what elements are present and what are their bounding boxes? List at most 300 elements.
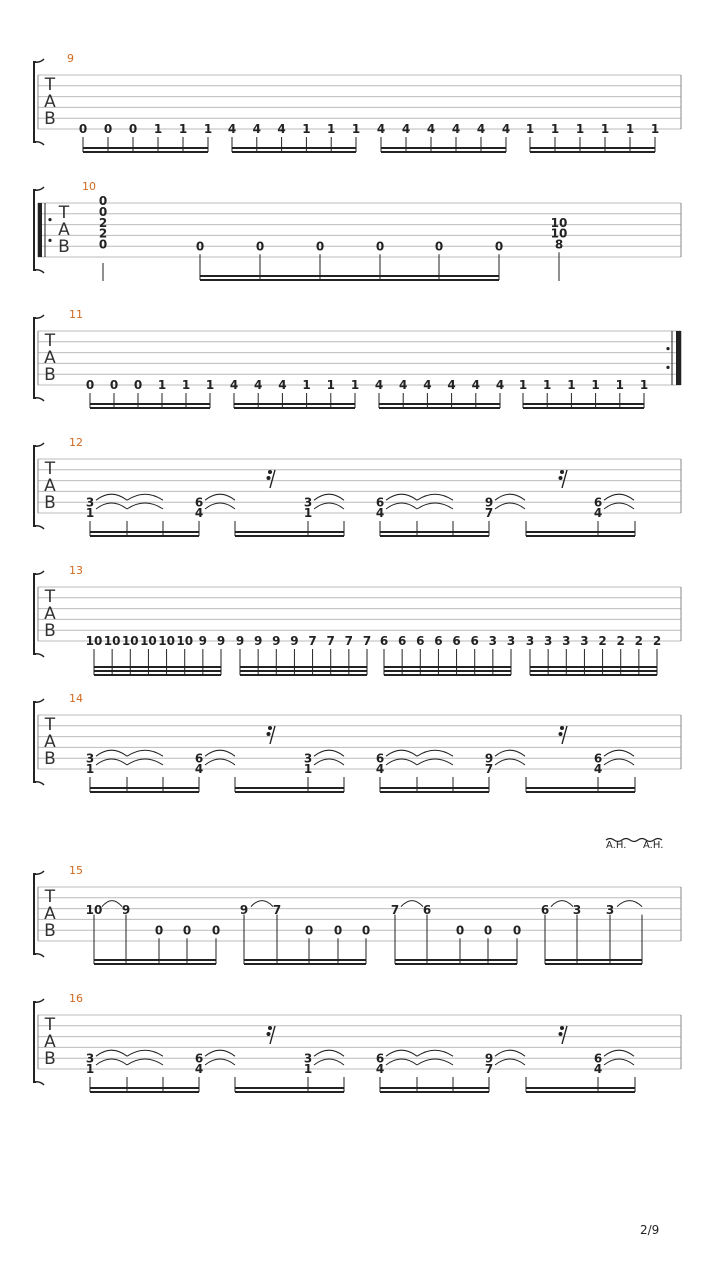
page-number <box>640 1220 680 1240</box>
repeat-dot <box>48 218 51 221</box>
system-bracket <box>34 702 36 782</box>
beam <box>90 1091 199 1093</box>
tie-arc <box>417 1050 453 1056</box>
tie-arc <box>386 1059 417 1065</box>
beam <box>526 535 635 537</box>
fret-number: 4 <box>501 122 511 137</box>
beam <box>380 1091 489 1093</box>
system-measure-13 <box>34 564 681 676</box>
harmonic-annotation <box>606 839 663 852</box>
beam <box>240 670 367 672</box>
measure-number: 13 <box>69 564 83 577</box>
fret-number: 4 <box>229 378 239 393</box>
tie-arc <box>386 750 417 756</box>
dyad-lower: 7 <box>484 506 494 521</box>
tab-clef-t: T <box>58 203 70 223</box>
rest-flag <box>267 1032 271 1036</box>
system-measure-12 <box>34 436 681 537</box>
fret-number: 0 <box>375 239 385 254</box>
measure-number: 14 <box>69 692 83 705</box>
tie-arc <box>127 503 163 509</box>
beam <box>395 963 517 965</box>
beam <box>234 403 355 405</box>
fret-number: 6 <box>422 902 432 917</box>
fret-number: 3 <box>525 634 535 649</box>
fret-number: 1 <box>327 122 336 137</box>
tie-arc <box>205 750 235 756</box>
fret-number: 1 <box>302 378 311 393</box>
bracket-bottom-hook <box>34 526 44 529</box>
fret-number: 4 <box>476 122 486 137</box>
dyad-lower: 4 <box>375 506 385 521</box>
fret-number: 7 <box>308 634 317 649</box>
beam <box>244 963 366 965</box>
tie-arc <box>96 503 127 509</box>
fret-number: 9 <box>272 634 281 649</box>
dyad-lower: 4 <box>375 1062 385 1077</box>
tie-arc <box>96 1059 127 1065</box>
beam <box>530 151 655 153</box>
fret-number: 9 <box>235 634 245 649</box>
fret-number: 1 <box>203 122 213 137</box>
beam <box>530 666 657 668</box>
tab-clef-t: T <box>44 887 56 907</box>
fret-number: 10 <box>85 634 103 649</box>
tab-clef-a: A <box>44 732 56 752</box>
beam <box>384 670 511 672</box>
system-measure-15 <box>34 839 681 966</box>
fret-number: 0 <box>128 122 138 137</box>
bracket-top-hook <box>34 999 44 1002</box>
tie-arc <box>314 1050 344 1056</box>
fret-number: 0 <box>154 923 164 938</box>
beam <box>200 275 499 277</box>
beam <box>90 531 199 533</box>
fret-number: 0 <box>78 122 88 137</box>
fret-number: 1 <box>591 378 600 393</box>
dyad-upper: 6 <box>375 1051 385 1066</box>
fret-number: 0 <box>304 923 314 938</box>
fret-number: 3 <box>572 902 582 917</box>
fret-number: 4 <box>374 378 384 393</box>
rest-flag <box>268 726 272 730</box>
beam <box>523 407 644 409</box>
dyad-upper: 6 <box>375 751 385 766</box>
fret-number: 10 <box>158 634 175 649</box>
tie-arc <box>205 503 235 509</box>
dyad-lower: 7 <box>484 1062 494 1077</box>
chord-fret: 8 <box>554 237 564 252</box>
chord-fret: 10 <box>550 215 568 230</box>
repeat-start-thick-bar <box>38 203 42 257</box>
fret-number: 3 <box>488 634 498 649</box>
beam <box>83 147 208 149</box>
beam <box>94 674 221 676</box>
dyad-upper: 3 <box>303 495 313 510</box>
fret-number: 4 <box>278 378 287 393</box>
fret-number: 7 <box>326 634 335 649</box>
fret-number: 0 <box>455 923 465 938</box>
dyad-lower: 1 <box>303 762 313 777</box>
tie-arc <box>127 1059 163 1065</box>
dyad-lower: 1 <box>303 506 313 521</box>
tie-arc <box>205 1050 235 1056</box>
fret-number: 1 <box>326 378 335 393</box>
fret-number: 1 <box>543 378 552 393</box>
dyad-upper: 6 <box>194 751 204 766</box>
beam <box>381 147 506 149</box>
fret-number: 0 <box>103 122 113 137</box>
fret-number: 1 <box>615 378 624 393</box>
bracket-bottom-hook <box>34 270 44 273</box>
beam <box>90 787 199 789</box>
fret-number: 3 <box>562 634 571 649</box>
tab-clef-t: T <box>44 715 56 735</box>
fret-number: 4 <box>426 122 436 137</box>
tie-arc <box>127 759 163 765</box>
tab-clef-a: A <box>44 1032 56 1052</box>
chord-fret: 2 <box>98 215 108 230</box>
fret-number: 10 <box>85 902 103 917</box>
system-measure-10 <box>34 180 681 281</box>
beam <box>232 151 356 153</box>
fret-number: 10 <box>176 634 194 649</box>
sixteenth-rest <box>267 726 276 744</box>
dyad-upper: 9 <box>484 1051 494 1066</box>
tie-arc <box>205 759 235 765</box>
fret-number: 1 <box>550 122 560 137</box>
fret-number: 1 <box>157 378 167 393</box>
fret-number: 7 <box>390 902 400 917</box>
tie-arc <box>417 750 453 756</box>
bracket-bottom-hook <box>34 782 44 785</box>
fret-number: 2 <box>652 634 662 649</box>
dyad-upper: 3 <box>303 1051 313 1066</box>
fret-number: 1 <box>600 122 610 137</box>
beam <box>526 1087 635 1089</box>
fret-number: 1 <box>302 122 311 137</box>
tie-arc <box>205 1059 235 1065</box>
measure-number: 16 <box>69 992 83 1005</box>
tab-clef-t: T <box>44 75 56 95</box>
tie-arc <box>604 494 634 500</box>
fret-number: 9 <box>253 634 263 649</box>
tab-clef-b: B <box>44 493 56 513</box>
sixteenth-rest <box>559 470 568 488</box>
fret-number: 0 <box>361 923 371 938</box>
beam <box>90 403 210 405</box>
tie-arc <box>314 759 344 765</box>
fret-number: 6 <box>397 634 407 649</box>
beam <box>380 791 489 793</box>
fret-number: 6 <box>379 634 389 649</box>
dyad-upper: 3 <box>85 751 95 766</box>
dyad-lower: 4 <box>593 762 603 777</box>
dyad-lower: 4 <box>375 762 385 777</box>
tab-clef-a: A <box>44 604 56 624</box>
tab-clef-b: B <box>58 237 70 257</box>
beam <box>380 531 489 533</box>
dyad-upper: 6 <box>194 1051 204 1066</box>
beam <box>235 1091 344 1093</box>
rest-flag <box>559 476 563 480</box>
bracket-top-hook <box>34 59 44 62</box>
sixteenth-rest <box>559 726 568 744</box>
beam <box>240 666 367 668</box>
fret-number: 1 <box>625 122 635 137</box>
fret-number: 7 <box>272 902 282 917</box>
fret-number: 1 <box>205 378 215 393</box>
beam <box>530 670 657 672</box>
system-measure-16 <box>34 992 681 1093</box>
beam <box>523 403 644 405</box>
rest-flag <box>560 726 564 730</box>
fret-number: 9 <box>239 902 249 917</box>
fret-number: 0 <box>483 923 493 938</box>
fret-number: 3 <box>605 902 615 917</box>
beam <box>232 147 356 149</box>
tie-arc <box>495 750 525 756</box>
dyad-lower: 1 <box>303 1062 313 1077</box>
tie-arc <box>314 750 344 756</box>
beam <box>526 791 635 793</box>
tie-arc <box>96 759 127 765</box>
slur-arc <box>551 901 573 907</box>
fret-number: 2 <box>616 634 625 649</box>
fret-number: 0 <box>211 923 221 938</box>
tab-clef-a: A <box>44 904 56 924</box>
tie-arc <box>127 494 163 500</box>
fret-number: 2 <box>598 634 607 649</box>
fret-number: 0 <box>255 239 265 254</box>
tab-clef-a: A <box>58 220 70 240</box>
tab-clef-b: B <box>44 109 56 129</box>
repeat-dot <box>666 366 669 369</box>
beam <box>94 963 216 965</box>
fret-number: 1 <box>351 122 361 137</box>
fret-number: 0 <box>133 378 143 393</box>
tie-arc <box>386 1050 417 1056</box>
bracket-top-hook <box>34 699 44 702</box>
tab-clef-a: A <box>44 348 56 368</box>
measure-number: 12 <box>69 436 83 449</box>
tab-clef-a: A <box>44 476 56 496</box>
beam <box>200 279 499 281</box>
tie-arc <box>495 503 525 509</box>
beam <box>384 674 511 676</box>
beam <box>235 1087 344 1089</box>
tab-clef-t: T <box>44 587 56 607</box>
fret-number: 6 <box>434 634 443 649</box>
system-measure-11 <box>34 308 681 409</box>
chord-fret: 0 <box>98 205 108 219</box>
beam <box>381 151 506 153</box>
bracket-bottom-hook <box>34 954 44 957</box>
dyad-lower: 4 <box>593 1062 603 1077</box>
bracket-bottom-hook <box>34 654 44 657</box>
fret-number: 4 <box>401 122 411 137</box>
beam <box>90 791 199 793</box>
beam <box>530 147 655 149</box>
fret-number: 1 <box>153 122 163 137</box>
fret-number: 1 <box>518 378 528 393</box>
chord-fret: 0 <box>98 194 108 209</box>
fret-number: 3 <box>506 634 516 649</box>
dyad-upper: 6 <box>593 1051 603 1066</box>
beam <box>530 674 657 676</box>
system-bracket <box>34 190 36 270</box>
slur-arc <box>617 901 642 907</box>
rest-flag <box>559 1032 563 1036</box>
dyad-upper: 6 <box>194 495 204 510</box>
fret-number: 4 <box>451 122 461 137</box>
measure-number: 11 <box>69 308 83 321</box>
tie-arc <box>417 494 453 500</box>
bracket-top-hook <box>34 187 44 190</box>
tie-arc <box>386 494 417 500</box>
bracket-top-hook <box>34 871 44 874</box>
system-bracket <box>34 574 36 654</box>
fret-number: 4 <box>376 122 386 137</box>
fret-number: 10 <box>140 634 157 649</box>
tie-arc <box>127 1050 163 1056</box>
dyad-upper: 6 <box>593 495 603 510</box>
fret-number: 6 <box>452 634 461 649</box>
harmonic-label-2: A.H. <box>643 840 664 851</box>
beam <box>384 666 511 668</box>
tie-arc <box>96 1050 127 1056</box>
tie-arc <box>495 1050 525 1056</box>
sixteenth-rest <box>267 1026 276 1044</box>
fret-number: 9 <box>198 634 208 649</box>
beam <box>526 1091 635 1093</box>
fret-number: 10 <box>103 634 121 649</box>
dyad-upper: 9 <box>484 495 494 510</box>
tie-arc <box>417 759 453 765</box>
tie-arc <box>495 1059 525 1065</box>
tie-arc <box>386 503 417 509</box>
fret-number: 6 <box>540 902 550 917</box>
fret-number: 0 <box>195 239 205 254</box>
system-bracket <box>34 874 36 954</box>
dyad-upper: 3 <box>303 751 313 766</box>
dyad-lower: 4 <box>194 506 204 521</box>
tie-arc <box>96 750 127 756</box>
tie-arc <box>604 1059 634 1065</box>
sixteenth-rest <box>559 1026 568 1044</box>
beam <box>545 959 642 961</box>
beam <box>90 1087 199 1089</box>
fret-number: 0 <box>182 923 192 938</box>
beam <box>235 787 344 789</box>
system-measure-14 <box>34 692 681 793</box>
bracket-top-hook <box>34 315 44 318</box>
dyad-lower: 4 <box>593 506 603 521</box>
tab-clef-a: A <box>44 92 56 112</box>
fret-number: 4 <box>277 122 286 137</box>
measure-number: 10 <box>82 180 96 193</box>
beam <box>83 151 208 153</box>
tie-arc <box>495 759 525 765</box>
fret-number: 1 <box>567 378 576 393</box>
system-bracket <box>34 318 36 398</box>
sixteenth-rest <box>267 470 276 488</box>
fret-number: 4 <box>495 378 505 393</box>
dyad-upper: 6 <box>593 751 603 766</box>
fret-number: 1 <box>639 378 649 393</box>
fret-number: 1 <box>178 122 188 137</box>
tie-arc <box>314 494 344 500</box>
beam <box>240 674 367 676</box>
measure-number: 9 <box>67 52 74 65</box>
tie-arc <box>127 750 163 756</box>
harmonic-label-1: A.H. <box>606 840 627 851</box>
fret-number: 7 <box>344 634 354 649</box>
beam <box>379 403 500 405</box>
beam <box>235 531 344 533</box>
tie-arc <box>604 759 634 765</box>
rest-flag <box>268 1026 272 1030</box>
tie-arc <box>314 1059 344 1065</box>
fret-number: 0 <box>85 378 95 393</box>
fret-number: 1 <box>525 122 535 137</box>
dyad-lower: 1 <box>85 506 95 521</box>
tie-arc <box>96 494 127 500</box>
repeat-dot <box>666 347 669 350</box>
dyad-lower: 1 <box>85 1062 95 1077</box>
bracket-bottom-hook <box>34 398 44 401</box>
beam <box>234 407 355 409</box>
beam <box>526 787 635 789</box>
tab-clef-t: T <box>44 331 56 351</box>
beam <box>244 959 366 961</box>
fret-number: 1 <box>650 122 660 137</box>
fret-number: 0 <box>434 239 444 254</box>
system-bracket <box>34 62 36 142</box>
fret-number: 1 <box>575 122 585 137</box>
dyad-upper: 3 <box>85 1051 95 1066</box>
beam <box>545 963 642 965</box>
beam <box>235 535 344 537</box>
chord-fret: 10 <box>550 226 568 241</box>
fret-number: 9 <box>121 902 131 917</box>
tie-arc <box>205 494 235 500</box>
fret-number: 0 <box>109 378 119 393</box>
rest-flag <box>267 476 271 480</box>
bracket-bottom-hook <box>34 142 44 145</box>
beam <box>395 959 517 961</box>
fret-number: 9 <box>216 634 226 649</box>
tab-clef-b: B <box>44 621 56 641</box>
tie-arc <box>604 750 634 756</box>
tab-clef-t: T <box>44 459 56 479</box>
fret-number: 6 <box>416 634 425 649</box>
rest-flag <box>267 732 271 736</box>
repeat-dot <box>48 239 51 242</box>
beam <box>94 670 221 672</box>
tablature-systems <box>34 52 681 1093</box>
beam <box>90 407 210 409</box>
dyad-lower: 7 <box>484 762 494 777</box>
beam <box>94 959 216 961</box>
beam <box>379 407 500 409</box>
beam <box>380 1087 489 1089</box>
fret-number: 0 <box>494 239 504 254</box>
fret-number: 1 <box>350 378 360 393</box>
tab-clef-b: B <box>44 365 56 385</box>
tie-arc <box>417 1059 453 1065</box>
system-bracket <box>34 1002 36 1082</box>
